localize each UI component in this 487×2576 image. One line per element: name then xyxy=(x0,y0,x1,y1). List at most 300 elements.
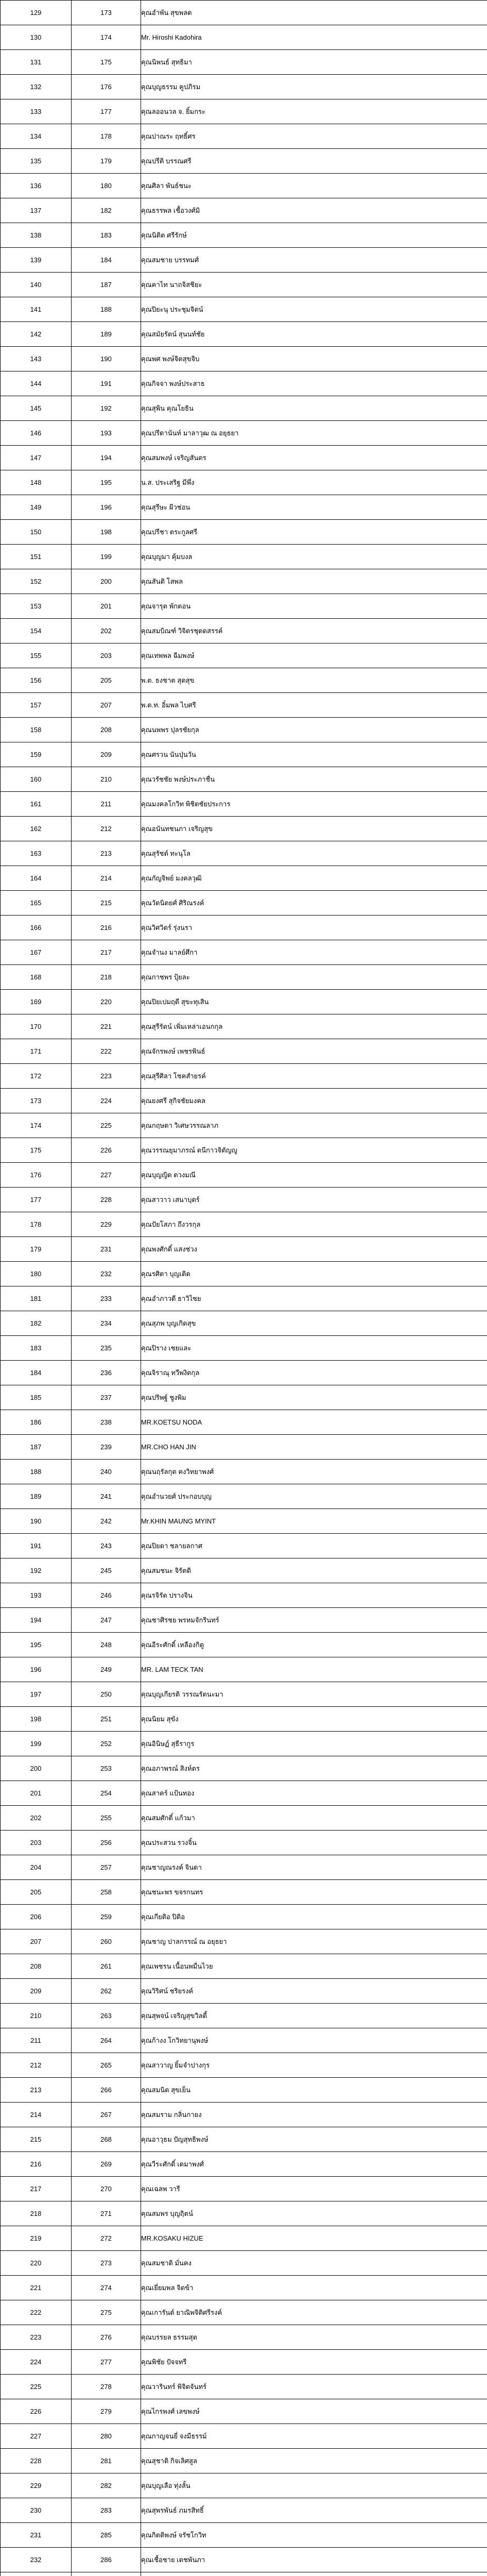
registration-number-cell: 271 xyxy=(72,2201,141,2226)
registration-number-cell: 240 xyxy=(72,1460,141,1484)
row-number-cell: 208 xyxy=(1,1954,72,1979)
row-number-cell: 203 xyxy=(1,1831,72,1855)
name-cell: คุณสมชาย บรรทมศ์ xyxy=(141,248,487,273)
registration-number-cell: 260 xyxy=(72,1929,141,1954)
registration-number-cell: 277 xyxy=(72,2350,141,2375)
row-number-cell: 165 xyxy=(1,891,72,916)
registration-number-cell: 238 xyxy=(72,1410,141,1435)
row-number-cell: 159 xyxy=(1,742,72,767)
table-row xyxy=(1,1608,487,1633)
table-row xyxy=(1,916,487,940)
registration-number-cell: 270 xyxy=(72,2177,141,2201)
registration-number-cell: 215 xyxy=(72,891,141,916)
table-row xyxy=(1,50,487,75)
table-row xyxy=(1,643,487,668)
name-cell: คุณชนะพร ขจรกนทร xyxy=(141,1880,487,1905)
row-number-cell: 223 xyxy=(1,2325,72,2350)
table-row xyxy=(1,817,487,841)
name-cell: คุณสุรีษะ ผีวช่อน xyxy=(141,495,487,520)
name-cell: คุณเยี่ยมพล จิตข้า xyxy=(141,2276,487,2300)
registration-number-cell: 208 xyxy=(72,718,141,742)
row-number-cell: 164 xyxy=(1,866,72,891)
registration-number-cell: 209 xyxy=(72,742,141,767)
row-number-cell: 143 xyxy=(1,347,72,371)
table-row xyxy=(1,198,487,223)
name-cell: คุณสมนิต สุขเย็น xyxy=(141,2078,487,2103)
registration-number-cell: 184 xyxy=(72,248,141,273)
table-row xyxy=(1,2399,487,2424)
table-row xyxy=(1,2078,487,2103)
registration-number-cell: 228 xyxy=(72,1188,141,1212)
name-cell: คุณปิราง เชยและ xyxy=(141,1336,487,1361)
row-number-cell: 153 xyxy=(1,594,72,619)
name-cell: คุณสุรีรัตน์ เพิ่มเหล่าเอนกกุล xyxy=(141,1014,487,1039)
registration-number-cell: 193 xyxy=(72,421,141,446)
name-cell: MR.KOETSU NODA xyxy=(141,1410,487,1435)
row-number-cell: 182 xyxy=(1,1311,72,1336)
table-row xyxy=(1,1880,487,1905)
registration-number-cell: 252 xyxy=(72,1732,141,1756)
registration-number-cell: 279 xyxy=(72,2399,141,2424)
table-row xyxy=(1,1113,487,1138)
name-cell: พ.ต.ท. อิ๋มพล ไบศรี xyxy=(141,693,487,718)
row-number-cell: 193 xyxy=(1,1583,72,1608)
row-number-cell: 142 xyxy=(1,322,72,347)
registration-number-cell: 177 xyxy=(72,99,141,124)
row-number-cell: 194 xyxy=(1,1608,72,1633)
registration-number-cell: 246 xyxy=(72,1583,141,1608)
name-cell: คุณนิติต ศรีรักษ์ xyxy=(141,223,487,248)
row-number-cell: 175 xyxy=(1,1138,72,1163)
table-row xyxy=(1,273,487,297)
table-row xyxy=(1,1484,487,1509)
name-cell: คุณกาญจนยี่ จงมีธรรม์ xyxy=(141,2424,487,2449)
registration-number-cell: 201 xyxy=(72,594,141,619)
name-cell: คุณปิยดา ชลายลกาศ xyxy=(141,1534,487,1558)
registration-number-cell: 179 xyxy=(72,149,141,174)
name-cell: คุณพศ พงษ์จิตสุขจิบ xyxy=(141,347,487,371)
table-row xyxy=(1,2449,487,2473)
registration-number-cell: 178 xyxy=(72,124,141,149)
name-cell: MR.KOSAKU HIZUE xyxy=(141,2226,487,2251)
table-row xyxy=(1,1855,487,1880)
row-number-cell: 168 xyxy=(1,965,72,990)
table-row xyxy=(1,396,487,421)
row-number-cell: 192 xyxy=(1,1558,72,1583)
table-row xyxy=(1,248,487,273)
row-number-cell: 220 xyxy=(1,2251,72,2276)
registration-number-cell: 218 xyxy=(72,965,141,990)
name-cell: คุณอำนวยศ์ ประกอบบุญ xyxy=(141,1484,487,1509)
table-row xyxy=(1,1237,487,1262)
row-number-cell: 225 xyxy=(1,2375,72,2399)
row-number-cell: 174 xyxy=(1,1113,72,1138)
name-cell: คุณจักรพงษ์ เพชรพินธ์ xyxy=(141,1039,487,1064)
row-number-cell: 196 xyxy=(1,1657,72,1682)
row-number-cell: 178 xyxy=(1,1212,72,1237)
row-number-cell: 140 xyxy=(1,273,72,297)
registration-number-cell: 254 xyxy=(72,1781,141,1806)
registration-number-cell: 216 xyxy=(72,916,141,940)
name-cell: คุณสันติ โสพล xyxy=(141,569,487,594)
row-number-cell: 170 xyxy=(1,1014,72,1039)
registration-number-cell: 265 xyxy=(72,2053,141,2078)
table-row xyxy=(1,2498,487,2523)
table-row xyxy=(1,1212,487,1237)
row-number-cell: 228 xyxy=(1,2449,72,2473)
registration-number-cell: 242 xyxy=(72,1509,141,1534)
row-number-cell: 158 xyxy=(1,718,72,742)
row-number-cell: 173 xyxy=(1,1089,72,1113)
table-row xyxy=(1,2053,487,2078)
name-cell xyxy=(141,2572,487,2576)
registration-number-cell: 241 xyxy=(72,1484,141,1509)
registration-number-cell: 221 xyxy=(72,1014,141,1039)
table-row xyxy=(1,1435,487,1460)
registration-number-cell: 180 xyxy=(72,174,141,198)
row-number-cell: 141 xyxy=(1,297,72,322)
row-number-cell: 176 xyxy=(1,1163,72,1188)
row-number-cell: 150 xyxy=(1,520,72,545)
registration-number-cell: 286 xyxy=(72,2548,141,2572)
table-row xyxy=(1,99,487,124)
table-row xyxy=(1,940,487,965)
registration-number-cell: 198 xyxy=(72,520,141,545)
table-row xyxy=(1,2226,487,2251)
name-cell: คุณบุญเลือ ทุ่งลั้น xyxy=(141,2473,487,2498)
table-row xyxy=(1,124,487,149)
row-number-cell: 129 xyxy=(1,1,72,25)
row-number-cell: 209 xyxy=(1,1979,72,2004)
row-number-cell: 181 xyxy=(1,1286,72,1311)
table-row xyxy=(1,2028,487,2053)
name-cell: คุณวรรณยุมาภรณ์ ตนีกาวจิตัญญู xyxy=(141,1138,487,1163)
row-number-cell: 200 xyxy=(1,1756,72,1781)
name-cell: คุณกิจจา พงษ์ประสาธ xyxy=(141,371,487,396)
row-number-cell: 195 xyxy=(1,1633,72,1657)
row-number-cell: 179 xyxy=(1,1237,72,1262)
row-number-cell: 131 xyxy=(1,50,72,75)
registration-number-cell: 280 xyxy=(72,2424,141,2449)
row-number-cell: 133 xyxy=(1,99,72,124)
name-cell: คุณบุญธรรม คูปภิรม xyxy=(141,75,487,99)
registration-number-cell: 200 xyxy=(72,569,141,594)
row-number-cell: 212 xyxy=(1,2053,72,2078)
name-cell: คุณสุภพ บุญเกิดสุข xyxy=(141,1311,487,1336)
name-cell: Mr.KHIN MAUNG MYINT xyxy=(141,1509,487,1534)
name-cell: คุณวิริศน์ ชริยรงค์ xyxy=(141,1979,487,2004)
name-cell: คุณอภาพรณ์ สิงห์ตร xyxy=(141,1756,487,1781)
table-row xyxy=(1,446,487,470)
table-row xyxy=(1,1756,487,1781)
row-number-cell: 205 xyxy=(1,1880,72,1905)
row-number-cell: 155 xyxy=(1,643,72,668)
row-number-cell: 231 xyxy=(1,2523,72,2548)
name-cell: MR.CHO HAN JIN xyxy=(141,1435,487,1460)
registration-number-cell: 233 xyxy=(72,1286,141,1311)
name-cell: คุณชาญ ปาลกรรณ์ ณ อยุธยา xyxy=(141,1929,487,1954)
table-row xyxy=(1,2473,487,2498)
table-row xyxy=(1,1558,487,1583)
row-number-cell: 188 xyxy=(1,1460,72,1484)
row-number-cell: 134 xyxy=(1,124,72,149)
registration-number-cell: 190 xyxy=(72,347,141,371)
registration-number-cell: 263 xyxy=(72,2004,141,2028)
registration-number-cell: 191 xyxy=(72,371,141,396)
table-row xyxy=(1,2004,487,2028)
table-row xyxy=(1,2201,487,2226)
registration-number-cell: 255 xyxy=(72,1806,141,1831)
name-cell: คุณมงคลโกวิท พิชิตชัยประการ xyxy=(141,792,487,817)
table-row xyxy=(1,1336,487,1361)
row-number-cell: 201 xyxy=(1,1781,72,1806)
registration-number-cell: 267 xyxy=(72,2103,141,2127)
row-number-cell: 161 xyxy=(1,792,72,817)
row-number-cell: 167 xyxy=(1,940,72,965)
name-cell: คุณรจิรัด ปรางจิน xyxy=(141,1583,487,1608)
row-number-cell: 135 xyxy=(1,149,72,174)
table-row xyxy=(1,1,487,25)
name-cell: คุณนิยม สุขัง xyxy=(141,1707,487,1732)
name-cell: คุณคาไท นาถจิสชิยะ xyxy=(141,273,487,297)
registration-number-cell: 196 xyxy=(72,495,141,520)
table-row xyxy=(1,297,487,322)
registration-number-cell: 174 xyxy=(72,25,141,50)
row-number-cell: 229 xyxy=(1,2473,72,2498)
table-row xyxy=(1,1361,487,1385)
row-number-cell: 185 xyxy=(1,1385,72,1410)
registration-number-cell: 281 xyxy=(72,2449,141,2473)
table-row xyxy=(1,742,487,767)
name-cell: พ.ต. ธงชาต สุดสุข xyxy=(141,668,487,693)
table-row xyxy=(1,2127,487,2152)
name-cell: คุณบุญเกียรติ วรรณรัตนะมา xyxy=(141,1682,487,1707)
table-row xyxy=(1,1831,487,1855)
table-row xyxy=(1,1286,487,1311)
row-number-cell: 163 xyxy=(1,841,72,866)
row-number-cell: 187 xyxy=(1,1435,72,1460)
registration-number-cell: 227 xyxy=(72,1163,141,1188)
row-number-cell: 151 xyxy=(1,545,72,569)
table-row xyxy=(1,841,487,866)
registration-number-cell: 205 xyxy=(72,668,141,693)
name-cell: คุณสมบิณฑ์ วิจิตรชุดดสรรค์ xyxy=(141,619,487,643)
table-row xyxy=(1,421,487,446)
name-cell: คุณศรวน นันปุ่นวัน xyxy=(141,742,487,767)
table-row xyxy=(1,371,487,396)
name-cell: คุณบุญญิด ดวงมณี xyxy=(141,1163,487,1188)
name-cell: คุณนฤรัลกุต คงวิทยาพงศ์ xyxy=(141,1460,487,1484)
registration-number-cell: 202 xyxy=(72,619,141,643)
table-row xyxy=(1,2251,487,2276)
registration-number-cell: 258 xyxy=(72,1880,141,1905)
table-row xyxy=(1,1064,487,1089)
name-cell: คุณปรีดานันท์ มาลาวุฒ ณ อยุธยา xyxy=(141,421,487,446)
name-cell: น.ส. ประเสริฐ มีพึ่ง xyxy=(141,470,487,495)
row-number-cell: 198 xyxy=(1,1707,72,1732)
row-number-cell: 184 xyxy=(1,1361,72,1385)
row-number-cell: 148 xyxy=(1,470,72,495)
name-cell: คุณสมราม กลิ่นกายง xyxy=(141,2103,487,2127)
registration-number-cell: 222 xyxy=(72,1039,141,1064)
row-number-cell: 160 xyxy=(1,767,72,792)
table-row xyxy=(1,569,487,594)
table-row xyxy=(1,2350,487,2375)
registration-number-cell: 266 xyxy=(72,2078,141,2103)
row-number-cell: 186 xyxy=(1,1410,72,1435)
registration-number-cell: 250 xyxy=(72,1682,141,1707)
registration-number-cell: 188 xyxy=(72,297,141,322)
name-cell: คุณกาชพร ปุ้ยละ xyxy=(141,965,487,990)
registration-number-cell: 257 xyxy=(72,1855,141,1880)
table-row xyxy=(1,545,487,569)
table-row xyxy=(1,1979,487,2004)
table-row xyxy=(1,891,487,916)
row-number-cell: 211 xyxy=(1,2028,72,2053)
table-row xyxy=(1,1460,487,1484)
row-number-cell: 177 xyxy=(1,1188,72,1212)
registration-number-cell: 264 xyxy=(72,2028,141,2053)
table-row xyxy=(1,322,487,347)
registration-number-cell: 282 xyxy=(72,2473,141,2498)
registration-number-cell: 269 xyxy=(72,2152,141,2177)
name-cell: คุณวัตนิตยศ์ ศิริณรงค์ xyxy=(141,891,487,916)
registration-number-cell: 173 xyxy=(72,1,141,25)
row-number-cell: 219 xyxy=(1,2226,72,2251)
row-number-cell: 152 xyxy=(1,569,72,594)
name-cell: คุณสุพจน์ เจริญสุขวิลดี้ xyxy=(141,2004,487,2028)
table-row xyxy=(1,767,487,792)
registration-number-cell: 176 xyxy=(72,75,141,99)
table-row xyxy=(1,2572,487,2576)
registration-number-cell: 234 xyxy=(72,1311,141,1336)
row-number-cell: 157 xyxy=(1,693,72,718)
row-number-cell: 221 xyxy=(1,2276,72,2300)
row-number-cell: 147 xyxy=(1,446,72,470)
name-cell: คุณสุพิน คุณโยธิน xyxy=(141,396,487,421)
name-cell: คุณเฉลพ วารี xyxy=(141,2177,487,2201)
table-row xyxy=(1,1534,487,1558)
name-cell: คุณชาญณรงค์ จินดา xyxy=(141,1855,487,1880)
name-cell: คุณพงศักดิ์ แสงช่วง xyxy=(141,1237,487,1262)
name-cell: คุณอำภาวดี ธาวิไซย xyxy=(141,1286,487,1311)
registration-number-cell: 203 xyxy=(72,643,141,668)
row-number-cell: 204 xyxy=(1,1855,72,1880)
registration-number-cell: 183 xyxy=(72,223,141,248)
table-row xyxy=(1,693,487,718)
row-number-cell: 166 xyxy=(1,916,72,940)
registration-number-cell: 232 xyxy=(72,1262,141,1286)
registration-number-cell: 237 xyxy=(72,1385,141,1410)
registration-number-cell: 251 xyxy=(72,1707,141,1732)
name-cell: คุณก้างง โกวิทยานุพงษ์ xyxy=(141,2028,487,2053)
table-row xyxy=(1,1905,487,1929)
row-number-cell: 226 xyxy=(1,2399,72,2424)
name-cell: Mr. Hiroshi Kadohira xyxy=(141,25,487,50)
registration-number-cell: 249 xyxy=(72,1657,141,1682)
row-number-cell: 132 xyxy=(1,75,72,99)
name-cell: คุณยงศรี สุกิจชัยมงคล xyxy=(141,1089,487,1113)
name-cell: คุณสุพรพันธ์ ภมรสิทธิ์ xyxy=(141,2498,487,2523)
name-cell: คุณประสวน รวงจิ้น xyxy=(141,1831,487,1855)
table-row xyxy=(1,2152,487,2177)
name-cell: คุณปิยะนุ ประชุมจิตน์ xyxy=(141,297,487,322)
table-row xyxy=(1,594,487,619)
name-cell: คุณสมชนะ จิรัตติ xyxy=(141,1558,487,1583)
name-cell: คุณสาวาญ ยิ้มจำปางกุร xyxy=(141,2053,487,2078)
table-row xyxy=(1,792,487,817)
table-row xyxy=(1,25,487,50)
row-number-cell: 183 xyxy=(1,1336,72,1361)
table-row xyxy=(1,2523,487,2548)
name-cell: คุณสมพร บุญฤิตน์ xyxy=(141,2201,487,2226)
registration-number-cell: 175 xyxy=(72,50,141,75)
name-cell: คุณสุรัชต์ ทะนุโล xyxy=(141,841,487,866)
row-number-cell: 190 xyxy=(1,1509,72,1534)
name-cell: คุณปาณระ ฤทธิ์ศร xyxy=(141,124,487,149)
table-row xyxy=(1,619,487,643)
name-cell: คุณนิพนธ์ สุทธิมา xyxy=(141,50,487,75)
registration-number-cell: 235 xyxy=(72,1336,141,1361)
registration-number-cell: 268 xyxy=(72,2127,141,2152)
registration-number-cell: 192 xyxy=(72,396,141,421)
row-number-cell: 224 xyxy=(1,2350,72,2375)
name-cell: คุณสมชาติ มั่นคง xyxy=(141,2251,487,2276)
table-row xyxy=(1,2300,487,2325)
name-cell: คุณปริพฐ์ ชูงพิม xyxy=(141,1385,487,1410)
row-number-cell: 136 xyxy=(1,174,72,198)
row-number-cell: 138 xyxy=(1,223,72,248)
name-cell: คุณนพพร ปุลรชัยกุล xyxy=(141,718,487,742)
name-cell: คุณกฤษดา วิเศษวรรณลาภ xyxy=(141,1113,487,1138)
row-number-cell: 137 xyxy=(1,198,72,223)
name-cell: คุณจิราณุ ทวีพงิตกุล xyxy=(141,1361,487,1385)
name-cell: คุณปรีชา ตระกูลศรี xyxy=(141,520,487,545)
name-cell: คุณสมพงษ์ เจริญสันตร xyxy=(141,446,487,470)
registration-number-cell: 224 xyxy=(72,1089,141,1113)
row-number-cell: 172 xyxy=(1,1064,72,1089)
table-row xyxy=(1,149,487,174)
name-cell: คุณวารินทร์ พิจิตจันทร์ xyxy=(141,2375,487,2399)
table-row xyxy=(1,1657,487,1682)
name-cell: คุณอีระศักดิ์ เหลืองกิตู xyxy=(141,1633,487,1657)
row-number-cell: 210 xyxy=(1,2004,72,2028)
row-number-cell: 202 xyxy=(1,1806,72,1831)
attendee-table-body xyxy=(1,1,487,2576)
table-row xyxy=(1,1163,487,1188)
registration-number-cell: 210 xyxy=(72,767,141,792)
registration-number-cell: 248 xyxy=(72,1633,141,1657)
registration-number-cell: 212 xyxy=(72,817,141,841)
table-row xyxy=(1,1781,487,1806)
name-cell: คุณเการันต์ ยาณิพจิติศรีรงค์ xyxy=(141,2300,487,2325)
registration-number-cell: 214 xyxy=(72,866,141,891)
row-number-cell: 206 xyxy=(1,1905,72,1929)
registration-number-cell: 273 xyxy=(72,2251,141,2276)
table-row xyxy=(1,1954,487,1979)
name-cell: คุณจารุต พักตอน xyxy=(141,594,487,619)
name-cell: คุณวิศวิดร์ รุ่งนรา xyxy=(141,916,487,940)
registration-number-cell: 207 xyxy=(72,693,141,718)
table-row xyxy=(1,1707,487,1732)
name-cell: คุณอินิษฏ์ สุธีรากูร xyxy=(141,1732,487,1756)
name-cell: คุณไกรพงศ์ เลขพงษ์ xyxy=(141,2399,487,2424)
row-number-cell: 227 xyxy=(1,2424,72,2449)
row-number-cell: 217 xyxy=(1,2177,72,2201)
registration-number-cell: 220 xyxy=(72,990,141,1014)
name-cell: คุณอาวุธม ปัญสุทธิพงษ์ xyxy=(141,2127,487,2152)
row-number-cell: 144 xyxy=(1,371,72,396)
